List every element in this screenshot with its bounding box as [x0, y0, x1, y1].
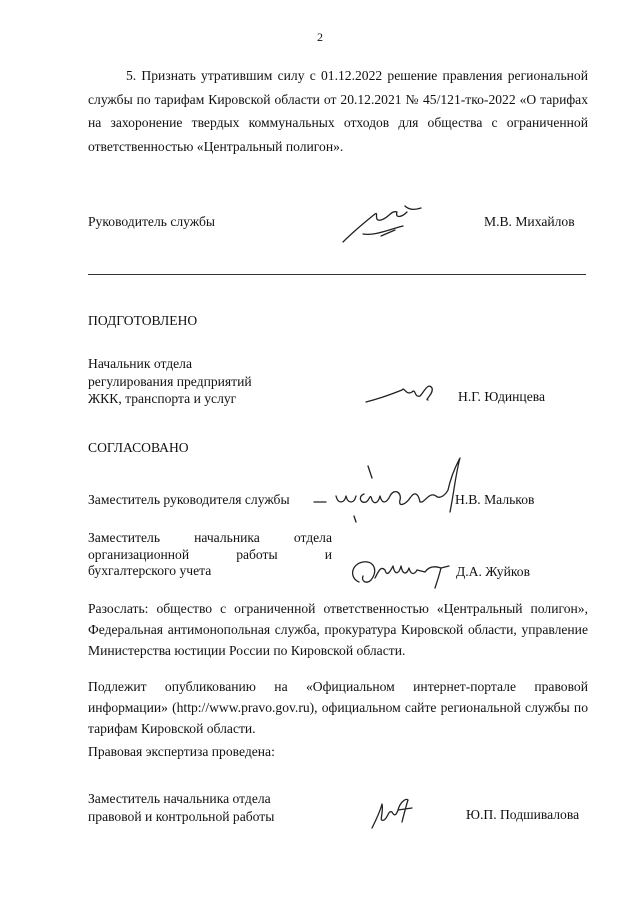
title-word: и: [324, 546, 332, 562]
prepared-title-line: Начальник отдела: [88, 356, 192, 371]
title-word: работы: [236, 546, 278, 562]
prepared-signature: [362, 378, 442, 408]
item-5-paragraph: 5. Признать утратившим силу с 01.12.2022 решение правления региональной службы по тарифам Кировской области от 20.12.2021 № 45/121-тко-2022 «О тарифах на захоронение твердых коммунальных отходов для общества с ограниченной ответственностью «Центральный полигон».: [88, 68, 588, 154]
prepared-title: [88, 355, 252, 408]
deputy-chief-title-line: [88, 547, 332, 564]
head-signature: [335, 200, 425, 250]
expertise-name: Ю.П. Подшивалова: [466, 807, 580, 822]
head-title: Руководитель службы: [88, 214, 216, 229]
deputy-chief-title-line: [88, 530, 332, 547]
expertise-title: [88, 790, 274, 825]
prepared-name: Н.Г. Юдинцева: [458, 389, 546, 404]
deputy-chief-title-line: бухгалтерского учета: [88, 563, 212, 578]
expertise-title-line: Заместитель начальника отдела: [88, 791, 271, 806]
deputy-head-title: Заместитель руководителя службы: [88, 492, 290, 507]
deputy-chief-signature: [345, 552, 460, 592]
title-word: начальника: [194, 530, 260, 545]
distribution-paragraph: Разослать: общество с ограниченной ответственностью «Центральный полигон», Федеральная антимонопольная служба, прокуратура Кировской области, управление Министерства юстиции России по Кировской области.: [88, 601, 588, 658]
prepared-heading: ПОДГОТОВЛЕНО: [88, 313, 198, 328]
page-number: 2: [317, 30, 323, 44]
head-name: М.В. Михайлов: [484, 214, 575, 229]
expertise-heading: Правовая экспертиза проведена:: [88, 744, 275, 759]
deputy-head-name: Н.В. Мальков: [455, 492, 535, 507]
expertise-title-line: правовой и контрольной работы: [88, 808, 275, 824]
publication-paragraph: Подлежит опубликованию на «Официальном интернет-портале правовой информации» (http://www.pravo.gov.ru), официальном сайте региональной службы по тарифам Кировской области.: [88, 679, 588, 736]
deputy-chief-title: [88, 530, 332, 580]
title-word: организационной: [88, 546, 190, 562]
prepared-title-line: регулирования предприятий: [88, 373, 252, 389]
agreed-heading: СОГЛАСОВАНО: [88, 440, 189, 455]
prepared-title-line: ЖКК, транспорта и услуг: [88, 391, 237, 406]
separator-line: [88, 274, 586, 275]
expertise-signature: [362, 792, 422, 836]
deputy-head-signature: [310, 452, 470, 524]
deputy-chief-name: Д.А. Жуйков: [456, 564, 531, 579]
title-word: Заместитель: [88, 530, 161, 545]
title-word: отдела: [293, 530, 332, 545]
